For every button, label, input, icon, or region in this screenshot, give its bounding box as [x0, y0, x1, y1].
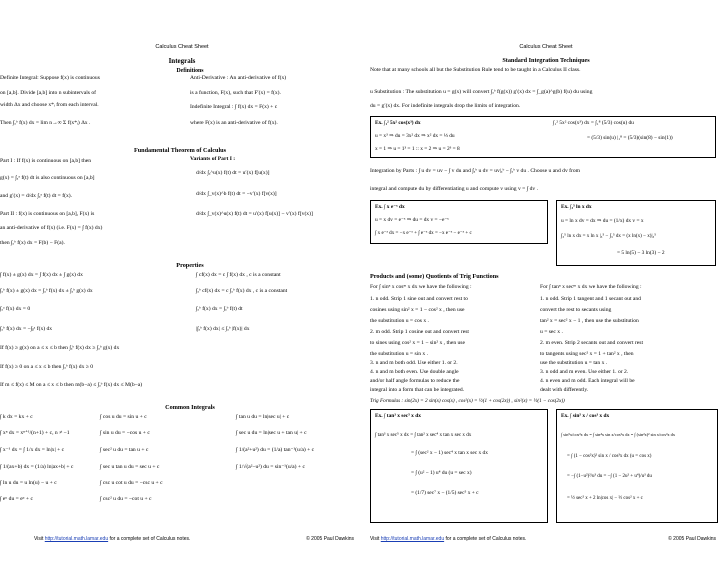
u-sub-example-box	[370, 116, 716, 158]
parts-example-line: u = x dv = e⁻ˣ ⇒ du = dx v = −e⁻ˣ	[375, 217, 449, 223]
trig-example-line: = ½ sec² x + 2 ln|cos x| − ½ cos² x + c	[567, 496, 643, 501]
integrals-title: Integrals	[168, 57, 196, 65]
common-integral: ∫ csc² u du = −cot u + c	[100, 496, 152, 502]
tan-sec-rule: 2. m even. Strip 2 secants out and convert rest	[540, 340, 643, 346]
techniques-intro: Note that at many schools all but the Substitution Rule tend to be taught in a Calculus II class.	[370, 67, 581, 73]
tan-sec-rule: 3. n odd and m even. Use either 1. or 2.	[540, 369, 629, 375]
property-line: If f(x) ≥ g(x) on a ≤ x ≤ b then ∫ₐᵇ f(x) dx ≥ ∫ₐᵇ g(x) dx	[0, 345, 120, 351]
parts-example-line: = 5 ln(5) − 3 ln(3) − 2	[617, 250, 665, 256]
common-integral: ∫ x⁻¹ dx = ∫ 1/x dx = ln|x| + c	[0, 447, 65, 453]
right-page-footer	[370, 536, 716, 542]
trig-example-line: Ex. ∫ sin⁵ x / cos³ x dx	[561, 413, 610, 419]
sin-cos-rule: cosines using sin² x = 1 − cos² x , then use	[370, 307, 465, 313]
u-sub-example-line: x = 1 ⇒ u = 1³ = 1 :: x = 2 ⇒ u = 2³ = 8	[375, 146, 460, 152]
trig-formulas: Trig Formulas : sin(2x) = 2 sin(x) cos(x) , cos²(x) = ½(1 + cos(2x)) , sin²(x) = ½(1 − cos(2x))	[370, 398, 565, 404]
parts-line: integral and compute du by differentiating u and compute v using v = ∫ dv .	[370, 186, 539, 192]
left-page-header: Calculus Cheat Sheet	[155, 44, 209, 50]
ftc-line: and g′(x) = d/dx ∫ₐˣ f(t) dt = f(x).	[0, 193, 73, 199]
tan-sec-rule: u = sec x .	[540, 329, 563, 335]
trig-example-line: Ex. ∫ tan³ x sec⁵ x dx	[375, 413, 421, 419]
right-page-header: Calculus Cheat Sheet	[519, 44, 573, 50]
property-line: ∫ₐᵇ cf(x) dx = c ∫ₐᵇ f(x) dx , c is a constant	[196, 288, 288, 294]
common-integral: ∫ csc u cot u du = −csc u + c	[100, 480, 163, 486]
trig-example-line: = ∫ (u² − 1) u⁴ du (u = sec x)	[411, 470, 472, 476]
common-integrals-heading: Common Integrals	[165, 404, 215, 411]
footer-copyright: © 2005 Paul Dawkins	[668, 536, 716, 542]
definite-integral-line: Definite Integral: Suppose f(x) is continuous	[0, 75, 100, 81]
common-integral: ∫ 1/√(a²−u²) du = sin⁻¹(u/a) + c	[236, 464, 305, 470]
tan-sec-rule: 1. n odd. Strip 1 tangent and 1 secant out and	[540, 296, 641, 302]
parts-line: Integration by Parts : ∫ u dv = uv − ∫ v du and ∫ₐᵇ u dv = uv|ₐᵇ − ∫ₐᵇ v du . Choose u and dv from	[370, 168, 581, 174]
parts-example-line: ∫₃⁵ ln x dx = x ln x |₃⁵ − ∫₃⁵ dx = (x ln(x) − x)|₃⁵	[561, 233, 657, 239]
common-integral: ∫ sin u du = −cos u + c	[100, 430, 150, 436]
right-page	[364, 0, 728, 563]
trig-example-box-2	[556, 409, 718, 523]
common-integral: ∫ eᵘ du = eᵘ + c	[0, 496, 33, 502]
ftc-line: Part II : f(x) is continuous on [a,b], F(x) is	[0, 211, 95, 217]
property-line: ∫ₐᵇ f(x) dx = −∫ᵦᵃ f(x) dx	[0, 326, 53, 332]
property-line: |∫ₐᵇ f(x) dx| ≤ ∫ₐᵇ |f(x)| dx	[196, 326, 250, 332]
trig-example-line: = ∫ (sec² x − 1) sec⁴ x tan x sec x dx	[411, 450, 488, 456]
parts-example-line: Ex. ∫₃⁵ ln x dx	[561, 204, 592, 210]
sin-cos-rule: and/or half angle formulas to reduce the	[370, 378, 460, 384]
property-line: If f(x) ≥ 0 on a ≤ x ≤ b then ∫ₐᵇ f(x) dx ≥ 0	[0, 364, 94, 370]
sin-cos-rule: 1. n odd. Strip 1 sine out and convert rest to	[370, 296, 468, 302]
ftc-heading: Fundamental Theorem of Calculus	[133, 147, 227, 154]
anti-derivative-line: where F(x) is an anti-derivative of f(x).	[190, 120, 278, 126]
u-sub-example-line: Ex. ∫₁² 5x² cos(x³) dx	[375, 120, 421, 126]
variant-line: d/dx ∫_v(x)^b f(t) dt = −v′(x) f[v(x)]	[196, 191, 277, 197]
anti-derivative-line: Anti-Derivative : An anti-derivative of f(x)	[190, 75, 287, 81]
parts-example-line: ∫ x e⁻ˣ dx = −x e⁻ˣ + ∫ e⁻ˣ dx = −x e⁻ˣ − e⁻ˣ + c	[375, 230, 472, 236]
trig-example-line: = (1/7) sec⁷ x − (1/5) sec⁵ x + c	[411, 490, 479, 496]
ftc-line: Part I : If f(x) is continuous on [a,b] then	[0, 158, 92, 164]
u-sub-example-line: = (5/3) sin(u) |₁⁸ = (5/3)(sin(8) − sin(1))	[587, 135, 673, 141]
common-integral: ∫ xⁿ dx = xⁿ⁺¹/(n+1) + c, n ≠ −1	[0, 430, 70, 436]
trig-example-line: ∫ sin⁵x/cos³x dx = ∫ sin⁴x sin x/cos³x dx = ∫ (sin²x)² sin x/cos³x dx	[561, 432, 676, 437]
tan-sec-rule: tan² x = sec² x − 1 , then use the substitution	[540, 318, 639, 324]
ftc-line: g(x) = ∫ₐˣ f(t) dt is also continuous on [a,b]	[0, 175, 95, 181]
footer-link[interactable]: http://tutorial.math.lamar.edu	[380, 536, 445, 542]
sin-cos-rule: 4. n and m both even. Use double angle	[370, 369, 459, 375]
ftc-line: then ∫ₐᵇ f(x) dx = F(b) − F(a).	[0, 240, 65, 246]
tan-sec-rule: 4. n even and m odd. Each integral will be	[540, 378, 635, 384]
parts-example-box-2	[556, 200, 716, 266]
parts-example-line: u = ln x dv = dx ⇒ du = (1/x) dx v = x	[561, 218, 644, 224]
sin-cos-rule: to sines using cos² x = 1 − sin² x , then use	[370, 340, 465, 346]
common-integral: ∫ sec u tan u du = sec u + c	[100, 464, 160, 470]
definite-integral-line: on [a,b]. Divide [a,b] into n subintervals of	[0, 90, 97, 96]
parts-example-line: Ex. ∫ x e⁻ˣ dx	[375, 204, 405, 210]
trig-products-heading: Products and (some) Quotients of Trig Functions	[370, 273, 499, 280]
common-integral: ∫ sec u du = ln|sec u + tan u| + c	[236, 430, 307, 436]
u-sub-line: u Substitution : The substitution u = g(x) will convert ∫ₐᵇ f(g(x)) g′(x) dx = ∫_g(a)^g(b) f(u) du using	[370, 89, 593, 95]
footer-prefix: Visit	[34, 536, 44, 542]
property-line: ∫ₐᵃ f(x) dx = 0	[0, 306, 31, 312]
footer-suffix: for a complete set of Calculus notes.	[109, 536, 191, 542]
common-integral: ∫ cos u du = sin u + c	[100, 414, 147, 420]
left-page-footer	[34, 536, 354, 542]
sin-cos-heading: For ∫ sinⁿ x cosᵐ x dx we have the following :	[370, 284, 472, 290]
variants-heading: Variants of Part I :	[190, 156, 236, 162]
sin-cos-rule: 2. m odd. Strip 1 cosine out and convert rest	[370, 329, 469, 335]
common-integral: ∫ 1/(a²+u²) du = (1/a) tan⁻¹(u/a) + c	[236, 447, 315, 453]
trig-example-line: ∫ tan³ x sec⁵ x dx = ∫ tan² x sec⁴ x tan x sec x dx	[375, 432, 472, 438]
sin-cos-rule: the substitution u = sin x .	[370, 351, 429, 357]
footer-prefix: Visit	[370, 536, 380, 542]
footer-link[interactable]: http://tutorial.math.lamar.edu	[44, 536, 109, 542]
trig-example-line: = −∫ (1−u²)²/u³ du = −∫ (1 − 2u² + u⁴)/u³ du	[567, 474, 652, 479]
property-line: ∫ₐᵇ f(x) dx = ∫ₐᵇ f(t) dt	[196, 306, 243, 312]
sin-cos-rule: 3. n and m both odd. Use either 1. or 2.	[370, 360, 458, 366]
sin-cos-rule: integral into a form that can be integrated.	[370, 387, 465, 393]
parts-example-box-1	[370, 200, 548, 244]
techniques-title: Standard Integration Techniques	[502, 57, 590, 64]
tan-sec-rule: to tangents using sec² x = 1 + tan² x , then	[540, 351, 634, 357]
trig-example-line: = ∫ (1 − cos²x)² sin x / cos³x dx (u = cos x)	[567, 454, 652, 459]
property-line: ∫ₐᵇ f(x) ± g(x) dx = ∫ₐᵇ f(x) dx ± ∫ₐᵇ g(x) dx	[0, 288, 93, 294]
tan-sec-rule: dealt with differently.	[540, 387, 589, 393]
property-line: ∫ f(x) ± g(x) dx = ∫ f(x) dx ± ∫ g(x) dx	[0, 272, 83, 278]
common-integral: ∫ tan u du = ln|sec u| + c	[236, 414, 290, 420]
definitions-heading: Definitions	[176, 68, 204, 74]
definite-integral-line: Then ∫ₐᵇ f(x) dx = lim n→∞ Σ f(x*ᵢ) Δx .	[0, 120, 91, 126]
sin-cos-rule: the substitution u = cos x .	[370, 318, 429, 324]
u-sub-line: du = g′(x) dx. For indefinite integrals drop the limits of integration.	[370, 103, 521, 109]
common-integral: ∫ sec² u du = tan u + c	[100, 447, 149, 453]
ftc-line: an anti-derivative of f(x) (i.e. F(x) = ∫ f(x) dx)	[0, 225, 103, 231]
anti-derivative-line: is a function, F(x), such that F′(x) = f(x).	[190, 90, 281, 96]
property-line: ∫ cf(x) dx = c ∫ f(x) dx , c is a constant	[196, 272, 281, 278]
common-integral: ∫ ln u du = u ln(u) − u + c	[0, 480, 57, 486]
variant-line: d/dx ∫_v(x)^u(x) f(t) dt = u′(x) f[u(x)] − v′(x) f[v(x)]	[196, 211, 313, 217]
tan-sec-rule: convert the rest to secants using	[540, 307, 612, 313]
anti-derivative-line: Indefinite Integral : ∫ f(x) dx = F(x) + c	[190, 104, 278, 110]
common-integral: ∫ 1/(ax+b) dx = (1/a) ln|ax+b| + c	[0, 464, 74, 470]
properties-heading: Properties	[176, 262, 204, 269]
tan-sec-heading: For ∫ tanⁿ x secᵐ x dx we have the following :	[540, 284, 642, 290]
footer-copyright: © 2005 Paul Dawkins	[306, 536, 354, 542]
definite-integral-line: width Δx and choose x*ᵢ from each interval.	[0, 102, 99, 108]
trig-example-box-1	[370, 409, 548, 523]
variant-line: d/dx ∫ₐ^u(x) f(t) dt = u′(x) f[u(x)]	[196, 170, 270, 176]
property-line: If m ≤ f(x) ≤ M on a ≤ x ≤ b then m(b−a) ≤ ∫ₐᵇ f(x) dx ≤ M(b−a)	[0, 382, 143, 388]
tan-sec-rule: use the substitution u = tan x .	[540, 360, 608, 366]
footer-suffix: for a complete set of Calculus notes.	[445, 536, 527, 542]
common-integral: ∫ k dx = kx + c	[0, 414, 33, 420]
u-sub-example-line: ∫₁² 5x² cos(x³) dx = ∫₁⁸ (5/3) cos(u) du	[553, 120, 634, 126]
u-sub-example-line: u = x³ ⇒ du = 3x² dx ⇒ x² dx = ⅓ du	[375, 133, 455, 139]
